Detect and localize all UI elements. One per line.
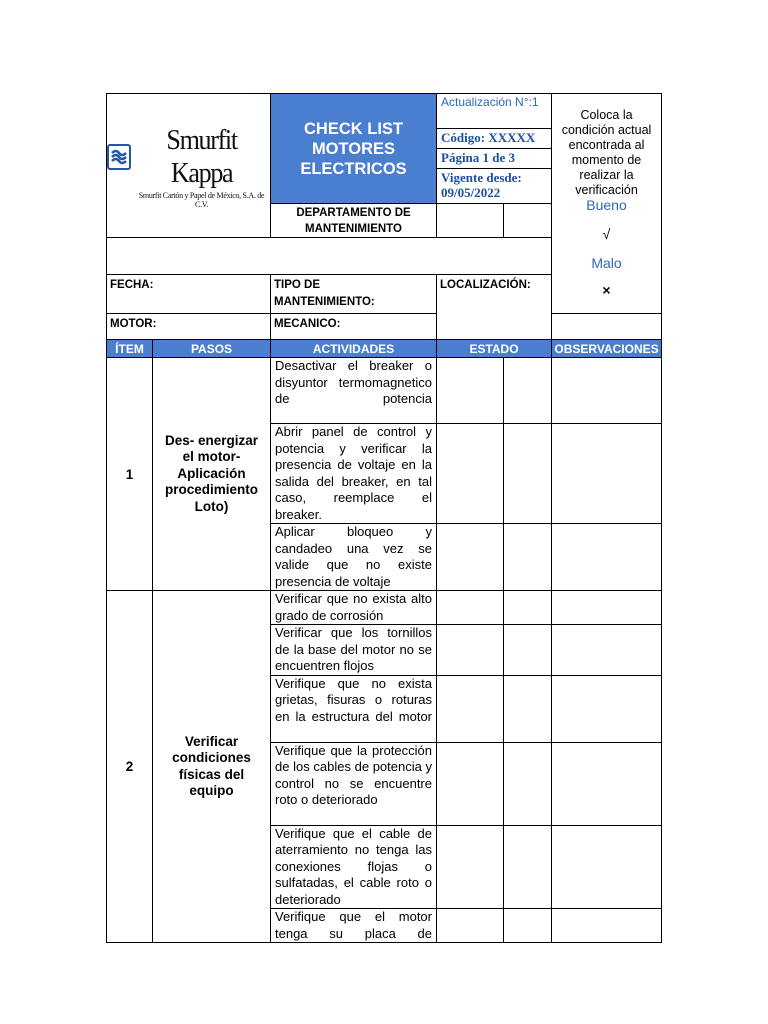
estado-legend: Coloca la condición actual encontrada al momento de realizar la verificación Bueno √ Malo × (552, 94, 662, 314)
estado-bueno-cell[interactable] (437, 825, 504, 909)
estado-bueno-cell[interactable] (437, 625, 504, 676)
estado-malo-cell[interactable] (504, 825, 552, 909)
activity-text: Aplicar bloqueo y candadeo una vez se valide que no existe presencia de voltaje (271, 524, 437, 591)
estado-malo-cell[interactable] (504, 591, 552, 625)
estado-malo-cell[interactable] (504, 909, 552, 943)
column-header-row (107, 340, 662, 358)
estado-malo-cell[interactable] (504, 625, 552, 676)
logo-tagline: Smurfit Cartón y Papel de México, S.A. de C.V. (138, 191, 265, 209)
logo-wordmark: Smurfit Kappa (166, 124, 237, 189)
estado-malo-cell[interactable] (504, 358, 552, 424)
mecanico-field[interactable]: MECANICO: (271, 314, 437, 340)
observaciones-cell[interactable] (552, 625, 662, 676)
activity-text: Verificar que no exista alto grado de corrosión (271, 591, 437, 625)
activity-text: Verifique que el cable de aterramiento no tenga las conexiones flojas o sulfatadas, el cable roto o deteriorado (271, 825, 437, 909)
observaciones-cell[interactable] (552, 524, 662, 591)
estado-bueno-cell[interactable] (437, 591, 504, 625)
blank-side-cell (552, 314, 662, 340)
activity-text: Abrir panel de control y potencia y verificar la presencia de voltaje en la salida del breaker, en tal caso, reemplace el breaker. (271, 424, 437, 524)
observaciones-cell[interactable] (552, 424, 662, 524)
estado-bueno-cell[interactable] (437, 424, 504, 524)
tipo-mantenimiento-field[interactable]: TIPO DE MANTENIMIENTO: (271, 275, 437, 314)
estado-malo-cell[interactable] (504, 742, 552, 825)
item-number: 2 (107, 591, 153, 943)
paso-label: Des- energizar el motor- Aplicación procedimiento Loto) (153, 358, 271, 591)
codigo-label: Código: XXXXX (437, 129, 551, 149)
activity-text: Verifique que la protección de los cables de potencia y control no se encuentre roto o deteriorado (271, 742, 437, 825)
table-row (107, 591, 662, 625)
table-row (107, 358, 662, 424)
localizacion-field[interactable]: LOCALIZACIÓN: (437, 275, 552, 340)
activity-text: Verifique que el motor tenga su placa de (271, 909, 437, 943)
document-meta (437, 94, 552, 204)
observaciones-cell[interactable] (552, 675, 662, 742)
motor-field[interactable]: MOTOR: (107, 314, 271, 340)
department-label: DEPARTAMENTO DE MANTENIMIENTO (271, 204, 437, 238)
estado-bueno-cell[interactable] (437, 742, 504, 825)
observaciones-cell[interactable] (552, 909, 662, 943)
col-estado: ESTADO (437, 340, 552, 358)
estado-malo-cell[interactable] (504, 424, 552, 524)
estado-bueno-cell[interactable] (437, 524, 504, 591)
blank-row (107, 238, 552, 275)
fecha-field[interactable]: FECHA: (107, 275, 271, 314)
dept-blank-cell-2 (504, 204, 552, 238)
paso-label: Verificar condiciones físicas del equipo (153, 591, 271, 943)
item-number: 1 (107, 358, 153, 591)
observaciones-cell[interactable] (552, 591, 662, 625)
dept-blank-cell (437, 204, 504, 238)
estado-bueno-cell[interactable] (437, 358, 504, 424)
smurfit-kappa-logo-icon (107, 144, 131, 170)
estado-bueno-cell[interactable] (437, 675, 504, 742)
activity-text: Desactivar el breaker o disyuntor termomagnetico de potencia (271, 358, 437, 424)
col-pasos: PASOS (153, 340, 271, 358)
document-title: CHECK LIST MOTORES ELECTRICOS (271, 94, 437, 204)
malo-label: Malo (591, 255, 622, 271)
company-logo (107, 94, 271, 238)
observaciones-cell[interactable] (552, 825, 662, 909)
activity-text: Verifique que no exista grietas, fisuras o roturas en la estructura del motor (271, 675, 437, 742)
observaciones-cell[interactable] (552, 358, 662, 424)
activity-text: Verificar que los tornillos de la base del motor no se encuentren flojos (271, 625, 437, 676)
check-icon: √ (602, 226, 611, 242)
vigente-label: Vigente desde: 09/05/2022 (441, 170, 522, 200)
estado-bueno-cell[interactable] (437, 909, 504, 943)
pagina-label: Página 1 de 3 (437, 149, 551, 169)
col-actividades: ACTIVIDADES (271, 340, 437, 358)
col-observaciones: OBSERVACIONES (552, 340, 662, 358)
estado-malo-cell[interactable] (504, 524, 552, 591)
col-item: ÍTEM (107, 340, 153, 358)
actualizacion-label: Actualización N°:1 (437, 94, 551, 129)
bueno-label: Bueno (586, 197, 627, 213)
checklist-table (106, 93, 662, 943)
cross-icon: × (602, 282, 611, 298)
observaciones-cell[interactable] (552, 742, 662, 825)
estado-malo-cell[interactable] (504, 675, 552, 742)
